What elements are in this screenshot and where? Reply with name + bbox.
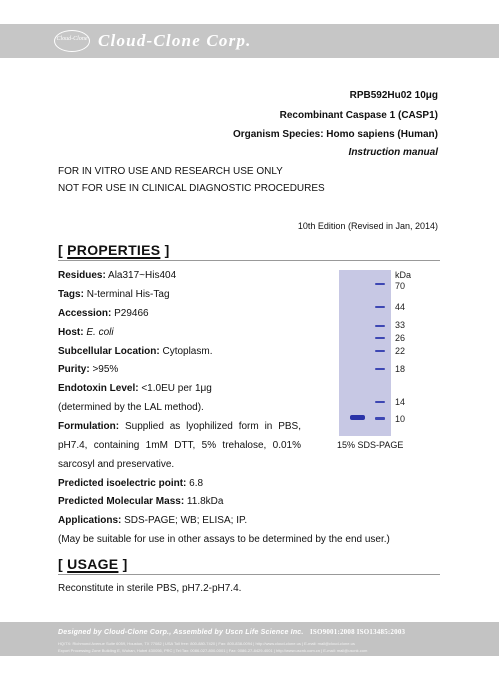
- isoelectric-label: Predicted isoelectric point:: [58, 478, 187, 489]
- diagnostic-notice: NOT FOR USE IN CLINICAL DIAGNOSTIC PROCEDURES: [58, 183, 325, 194]
- catalog-number: RPB592Hu02 10μg: [349, 90, 438, 101]
- properties-heading: [58, 242, 170, 258]
- ladder-band-22: [375, 350, 385, 352]
- formulation-row: [58, 421, 301, 432]
- tags-row: [58, 289, 170, 300]
- usage-bracket-close: ]: [118, 556, 128, 572]
- marker-label-44: 44: [395, 302, 406, 312]
- organism-species: Organism Species: Homo sapiens (Human): [232, 129, 438, 140]
- header-banner: [0, 24, 499, 58]
- isoelectric-row: [58, 478, 203, 489]
- molecular-mass-row: [58, 496, 223, 507]
- purity-row: [58, 364, 118, 375]
- formulation-line3: sarcosyl and preservative.: [58, 459, 175, 470]
- isoelectric-value: 6.8: [186, 478, 204, 489]
- marker-label-14: 14: [395, 397, 406, 407]
- tags-value: N-terminal His-Tag: [83, 289, 170, 300]
- marker-label-26: 26: [395, 333, 406, 343]
- properties-bracket-close: ]: [160, 242, 170, 258]
- research-use-notice: FOR IN VITRO USE AND RESEARCH USE ONLY: [58, 166, 283, 177]
- usage-divider: [58, 574, 440, 575]
- formulation-line1: Supplied as lyophilized form in PBS,: [119, 421, 301, 432]
- properties-bracket-open: [: [58, 242, 68, 258]
- subcellular-row: [58, 346, 212, 357]
- properties-title: PROPERTIES: [67, 242, 161, 258]
- kda-unit-label: kDa: [395, 270, 412, 280]
- product-name: Recombinant Caspase 1 (CASP1): [279, 110, 438, 121]
- residues-label: Residues:: [58, 270, 106, 281]
- cloud-logo-icon: [54, 30, 90, 52]
- marker-label-33: 33: [395, 320, 406, 330]
- tags-label: Tags:: [58, 289, 84, 300]
- usage-bracket-open: [: [58, 556, 68, 572]
- host-label: Host:: [58, 327, 84, 338]
- residues-row: [58, 270, 176, 281]
- subcellular-label: Subcellular Location:: [58, 346, 160, 357]
- marker-label-18: 18: [395, 364, 406, 374]
- sample-band: [350, 415, 365, 420]
- usage-heading: [58, 556, 128, 572]
- edition-info: 10th Edition (Revised in Jan, 2014): [297, 221, 438, 231]
- gel-caption: 15% SDS-PAGE: [337, 440, 404, 450]
- formulation-line2: pH7.4, containing 1mM DTT, 5% trehalose, 0.01%: [58, 440, 301, 451]
- subcellular-value: Cytoplasm.: [159, 346, 213, 357]
- instruction-manual-label: Instruction manual: [348, 147, 438, 158]
- ladder-band-70: [375, 283, 385, 285]
- applications-label: Applications:: [58, 515, 122, 526]
- ladder-band-18: [375, 368, 385, 370]
- formulation-label: Formulation:: [58, 421, 120, 432]
- company-name: Cloud-Clone Corp.: [98, 31, 252, 50]
- ladder-band-14: [375, 401, 385, 403]
- molecular-mass-value: 11.8kDa: [184, 496, 224, 507]
- endotoxin-label: Endotoxin Level:: [58, 383, 139, 394]
- endotoxin-note: (determined by the LAL method).: [58, 402, 204, 413]
- properties-divider: [58, 260, 440, 261]
- applications-note: (May be suitable for use in other assays to be determined by the end user.): [58, 534, 390, 545]
- endotoxin-value: <1.0EU per 1μg: [138, 383, 212, 394]
- footer-address-cn: Export Processing Zone Building E, Wuhan, Hubei 430056, PRC | Tel:Tax: 0086-027-800-0001 | Fax: 0086-27-8429-4001 | http://www.uscnk.com.cn | E-mail: mail@uscnk.com: [58, 648, 368, 653]
- accession-row: [58, 308, 149, 319]
- purity-value: >95%: [89, 364, 119, 375]
- endotoxin-row: [58, 383, 212, 394]
- applications-row: [58, 515, 247, 526]
- applications-value: SDS-PAGE; WB; ELISA; IP.: [121, 515, 248, 526]
- molecular-mass-label: Predicted Molecular Mass:: [58, 496, 185, 507]
- footer-banner: [0, 622, 499, 656]
- marker-label-10: 10: [395, 414, 406, 424]
- ladder-band-10: [375, 417, 385, 420]
- usage-title: USAGE: [67, 556, 119, 572]
- host-row: [58, 327, 114, 338]
- host-value: E. coli: [86, 327, 114, 338]
- ladder-band-44: [375, 306, 385, 308]
- footer-iso: ISO9001:2008 ISO13485:2003: [309, 628, 406, 636]
- logo-mark-text: Cloud-Clone: [56, 36, 88, 42]
- accession-value: P29466: [111, 308, 149, 319]
- sds-page-gel-image: [339, 270, 391, 436]
- purity-label: Purity:: [58, 364, 90, 375]
- footer-credits: [58, 628, 405, 636]
- marker-label-70: 70: [395, 281, 406, 291]
- company-logo: [54, 29, 252, 53]
- footer-address-us: HQ/TX: Richmond Avenue Suite 6059, Houston, TX 77082 | USA Toll free: 800-880-7420 | Fax: 800-838-0094 | http://www.cloud-clone.us | E-mail: mail@cloud-clone.us: [58, 641, 355, 646]
- footer-designed-by: Designed by Cloud-Clone Corp., Assembled by Uscn Life Science Inc.: [58, 629, 304, 636]
- ladder-band-26: [375, 337, 385, 339]
- accession-label: Accession:: [58, 308, 112, 319]
- usage-text: Reconstitute in sterile PBS, pH7.2-pH7.4.: [58, 583, 242, 594]
- ladder-band-33: [375, 325, 385, 327]
- marker-label-22: 22: [395, 346, 406, 356]
- residues-value: Ala317~His404: [105, 270, 177, 281]
